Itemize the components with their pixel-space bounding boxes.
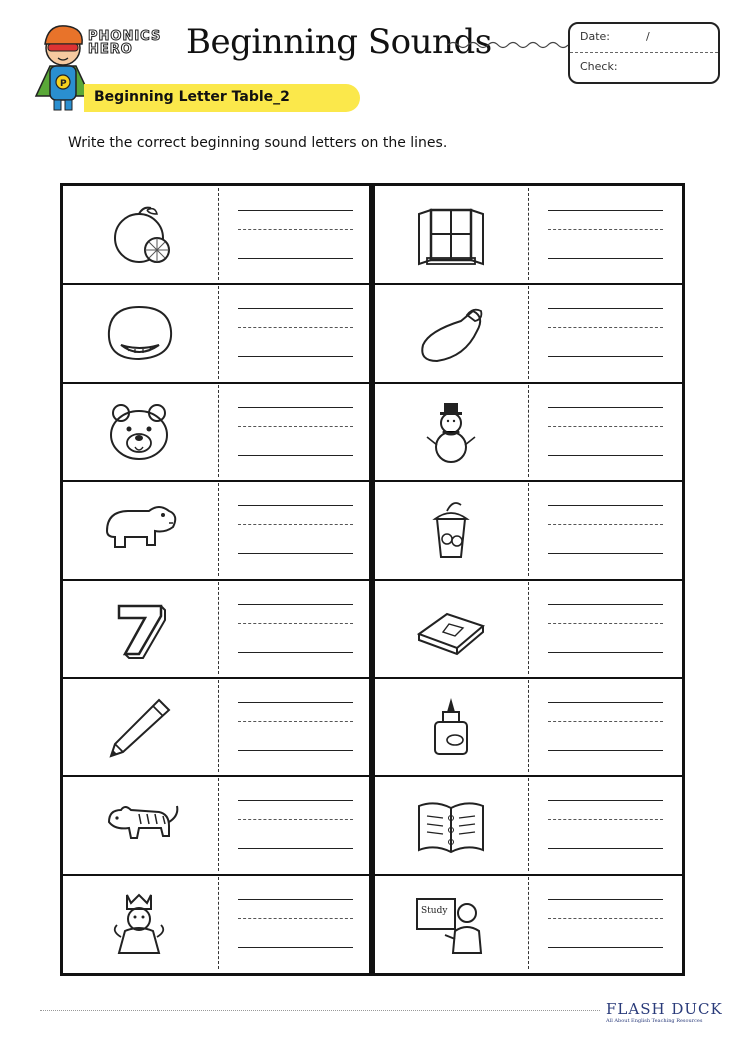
- cell-separator: [528, 680, 529, 772]
- table-row-divider: [60, 775, 685, 777]
- writing-line-mid: [548, 721, 663, 722]
- writing-line-top: [238, 308, 353, 309]
- writing-line-base[interactable]: [548, 553, 663, 554]
- date-check-divider: [570, 52, 718, 53]
- writing-line-mid: [238, 229, 353, 230]
- svg-text:P: P: [60, 79, 67, 89]
- writing-line-top: [238, 210, 353, 211]
- cell-separator: [528, 778, 529, 870]
- writing-line-mid: [548, 918, 663, 919]
- king-icon: [99, 891, 179, 957]
- cell-separator: [218, 680, 219, 772]
- writing-line-top: [548, 604, 663, 605]
- writing-line-base[interactable]: [548, 848, 663, 849]
- cell-separator: [528, 188, 529, 280]
- date-separator: /: [646, 30, 650, 43]
- instruction-text: Write the correct beginning sound letters on the lines.: [68, 135, 448, 151]
- pencil-icon: [99, 694, 179, 760]
- hippo-icon: [99, 497, 179, 563]
- brand-line-2: HERO: [88, 42, 133, 57]
- window-icon: [411, 202, 491, 268]
- writing-line-top: [548, 800, 663, 801]
- cell-separator: [528, 385, 529, 477]
- writing-line-top: [238, 407, 353, 408]
- mouth-icon: [99, 301, 179, 367]
- writing-line-top: [548, 899, 663, 900]
- box-icon: [411, 596, 491, 662]
- writing-line-mid: [238, 623, 353, 624]
- glue-icon: [411, 694, 491, 760]
- student-icon: [411, 891, 491, 957]
- table-row-divider: [60, 677, 685, 679]
- cell-separator: [218, 286, 219, 378]
- writing-line-base[interactable]: [238, 848, 353, 849]
- page-title: Beginning Sounds: [186, 22, 492, 62]
- writing-line-mid: [238, 327, 353, 328]
- writing-line-top: [548, 702, 663, 703]
- writing-line-top: [548, 308, 663, 309]
- writing-line-mid: [548, 327, 663, 328]
- cell-separator: [218, 877, 219, 969]
- writing-line-top: [548, 505, 663, 506]
- table-row-divider: [60, 283, 685, 285]
- writing-line-mid: [238, 918, 353, 919]
- writing-line-top: [548, 210, 663, 211]
- date-check-box: [568, 22, 720, 84]
- writing-line-mid: [548, 819, 663, 820]
- writing-line-mid: [238, 426, 353, 427]
- footer-dotted-line: [40, 1010, 600, 1011]
- table-row-divider: [60, 382, 685, 384]
- footer-tagline: All About English Teaching Resources: [606, 1018, 703, 1024]
- cell-separator: [218, 778, 219, 870]
- writing-line-base[interactable]: [548, 258, 663, 259]
- subtitle: Beginning Letter Table_2: [94, 89, 290, 105]
- writing-line-base[interactable]: [238, 455, 353, 456]
- writing-line-base[interactable]: [548, 356, 663, 357]
- brand-logo-text: [88, 30, 161, 56]
- writing-line-mid: [548, 524, 663, 525]
- bear-icon: [99, 399, 179, 465]
- notebook-icon: [411, 792, 491, 858]
- flash-duck-logo: [606, 1000, 723, 1024]
- writing-line-base[interactable]: [238, 356, 353, 357]
- writing-line-top: [238, 800, 353, 801]
- number-seven-icon: [99, 596, 179, 662]
- writing-line-base[interactable]: [238, 947, 353, 948]
- date-label: Date:: [580, 30, 610, 43]
- writing-line-mid: [238, 524, 353, 525]
- check-label: Check:: [580, 60, 618, 73]
- writing-line-top: [238, 899, 353, 900]
- table-row-divider: [60, 874, 685, 876]
- cell-separator: [528, 483, 529, 575]
- writing-line-mid: [548, 229, 663, 230]
- study-sign-text: Study: [421, 905, 448, 916]
- cell-separator: [218, 385, 219, 477]
- writing-line-mid: [238, 819, 353, 820]
- cell-separator: [218, 483, 219, 575]
- writing-line-top: [238, 505, 353, 506]
- writing-line-base[interactable]: [548, 652, 663, 653]
- snowman-icon: [411, 399, 491, 465]
- writing-line-base[interactable]: [548, 947, 663, 948]
- wavy-divider-icon: [448, 38, 568, 52]
- eggplant-icon: [411, 301, 491, 367]
- writing-line-base[interactable]: [238, 750, 353, 751]
- writing-line-base[interactable]: [238, 258, 353, 259]
- yogurt-icon: [411, 497, 491, 563]
- writing-line-mid: [548, 426, 663, 427]
- writing-line-base[interactable]: [238, 553, 353, 554]
- cell-separator: [218, 582, 219, 674]
- cell-separator: [218, 188, 219, 280]
- table-row-divider: [60, 579, 685, 581]
- footer-brand-text: FLASH DUCK: [606, 1000, 723, 1018]
- cell-separator: [528, 877, 529, 969]
- writing-line-top: [548, 407, 663, 408]
- writing-line-base[interactable]: [548, 750, 663, 751]
- writing-line-mid: [238, 721, 353, 722]
- cell-separator: [528, 286, 529, 378]
- writing-line-mid: [548, 623, 663, 624]
- writing-line-top: [238, 702, 353, 703]
- writing-line-top: [238, 604, 353, 605]
- table-row-divider: [60, 480, 685, 482]
- orange-icon: [99, 202, 179, 268]
- writing-line-base[interactable]: [548, 455, 663, 456]
- subtitle-banner: [84, 84, 360, 112]
- tiger-icon: [99, 792, 179, 858]
- writing-line-base[interactable]: [238, 652, 353, 653]
- cell-separator: [528, 582, 529, 674]
- brand-line-1: PHONICS: [88, 29, 162, 44]
